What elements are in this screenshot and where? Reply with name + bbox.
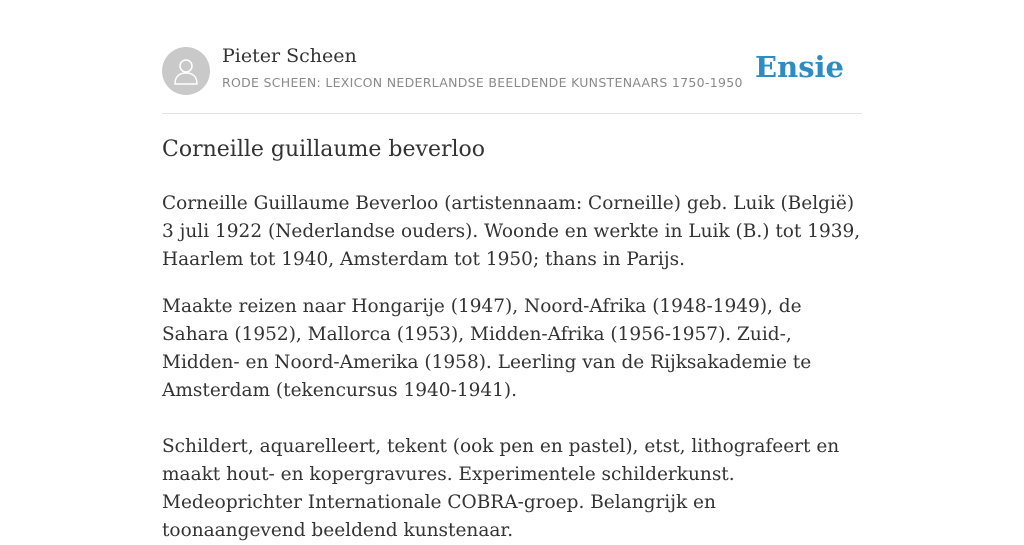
author-avatar[interactable] xyxy=(162,47,210,95)
article-paragraph-2: Maakte reizen naar Hongarije (1947), Noord-Afrika (1948-1949), de Sahara (1952), Mallorca (1953), Midden-Afrika (1956-1957). Zuid-, Midden- en Noord-Amerika (1958). Leerling van de Rijksakademie te Amsterdam (tekencursus 1940-1941). xyxy=(162,296,812,401)
source-reference[interactable]: RODE SCHEEN: LEXICON NEDERLANDSE BEELDENDE KUNSTENAARS 1750-1950 xyxy=(222,75,743,90)
article-paragraph-3: Schildert, aquarelleert, tekent (ook pen en pastel), etst, lithografeert en maakt hout- en kopergravures. Experimentele schilderkunst. Medeoprichter Internationale COBRA-groep. Belangrijk en toonaangevend beeldend kunstenaar. xyxy=(162,436,840,541)
article-header xyxy=(162,0,862,114)
article-title: Corneille guillaume beverloo xyxy=(162,137,486,162)
ensie-logo[interactable]: Ensie xyxy=(755,50,844,84)
author-name[interactable]: Pieter Scheen xyxy=(222,45,357,67)
content-container xyxy=(162,0,862,541)
article-paragraph-1: Corneille Guillaume Beverloo (artistennaam: Corneille) geb. Luik (België) 3 juli 1922 (Nederlandse ouders). Woonde en werkte in Luik (B.) tot 1939, Haarlem tot 1940, Amsterdam tot 1950; thans in Parijs. xyxy=(162,193,861,270)
user-silhouette-icon xyxy=(171,56,201,86)
